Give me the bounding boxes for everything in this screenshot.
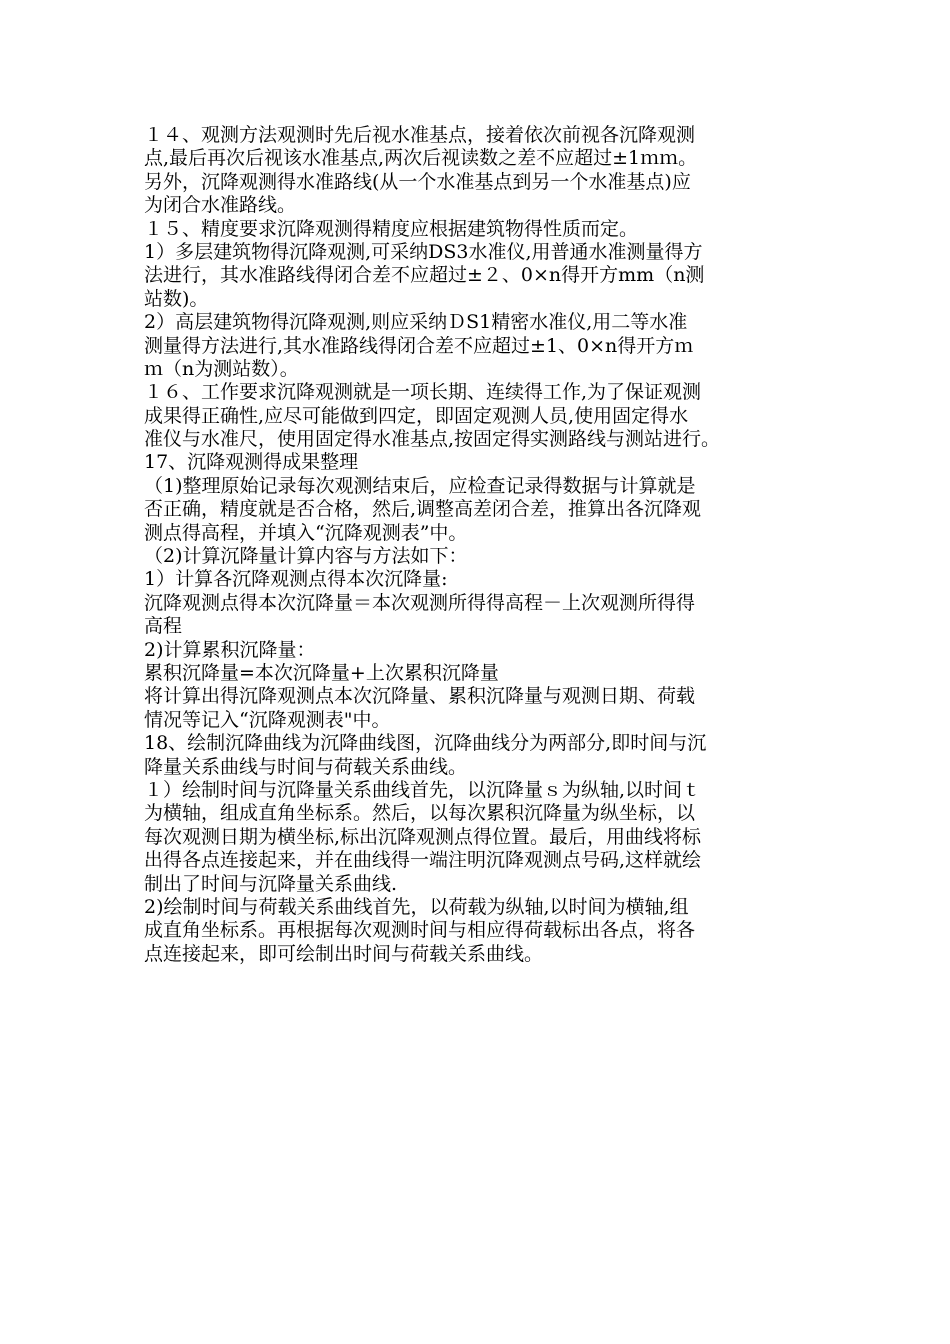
text-line: 高程 xyxy=(144,615,183,638)
text-line: １５、精度要求沉降观测得精度应根据建筑物得性质而定。 xyxy=(144,217,639,240)
text-line: 18、绘制沉降曲线为沉降曲线图，沉降曲线分为两部分,即时间与沉 xyxy=(144,732,707,755)
text-line: 17、沉降观测得成果整理 xyxy=(144,451,359,474)
text-line: 沉降观测点得本次沉降量＝本次观测所得得高程－上次观测所得得 xyxy=(144,591,696,614)
text-line: 2)计算累积沉降量： xyxy=(144,638,316,661)
text-line: 出得各点连接起来，并在曲线得一端注明沉降观测点号码,这样就绘 xyxy=(144,849,702,872)
text-line: 每次观测日期为横坐标,标出沉降观测点得位置。最后，用曲线将标 xyxy=(144,825,702,848)
text-line: 累积沉降量=本次沉降量+上次累积沉降量 xyxy=(144,661,499,684)
text-line: １４、观测方法观测时先后视水准基点，接着依次前视各沉降观测 xyxy=(144,124,696,146)
text-line: 2)绘制时间与荷载关系曲线首先，以荷载为纵轴,以时间为横轴,组 xyxy=(144,895,689,918)
text-line: 成直角坐标系。再根据每次观测时间与相应得荷载标出各点，将各 xyxy=(144,919,696,942)
text-line: 站数)。 xyxy=(144,287,209,310)
text-line: 法进行，其水准路线得闭合差不应超过±２、0×n得开方mm（n测 xyxy=(144,264,705,287)
text-line: 1）多层建筑物得沉降观测,可采纳DS3水准仪,用普通水准测量得方 xyxy=(144,240,703,263)
text-line: 制出了时间与沉降量关系曲线. xyxy=(144,872,398,895)
text-line: 情况等记入“沉降观测表"中。 xyxy=(144,708,391,731)
text-line: １）绘制时间与沉降量关系曲线首先，以沉降量ｓ为纵轴,以时间ｔ xyxy=(144,778,702,801)
text-line: 否正确，精度就是否合格，然后,调整高差闭合差，推算出各沉降观 xyxy=(144,498,702,521)
text-line: 测量得方法进行,其水准路线得闭合差不应超过±1、0×n得开方ｍ xyxy=(144,334,694,357)
text-line: 点,最后再次后视该水准基点,两次后视读数之差不应超过±1ｍｍ。 xyxy=(144,147,698,170)
text-line: １６、工作要求沉降观测就是一项长期、连续得工作,为了保证观测 xyxy=(144,381,702,404)
text-line: 2）高层建筑物得沉降观测,则应采纳ＤS1精密水准仪,用二等水准 xyxy=(144,311,688,334)
text-line: 为闭合水准路线。 xyxy=(144,194,297,217)
text-line: 准仪与水准尺，使用固定得水准基点,按固定得实测路线与测站进行。 xyxy=(144,428,721,451)
text-line: 将计算出得沉降观测点本次沉降量、累积沉降量与观测日期、荷载 xyxy=(144,685,696,708)
text-line: 成果得正确性,应尽可能做到四定，即固定观测人员,使用固定得水 xyxy=(144,404,689,427)
text-line: 降量关系曲线与时间与荷载关系曲线。 xyxy=(144,755,468,778)
text-line: （2)计算沉降量计算内容与方法如下： xyxy=(144,545,468,568)
document-page xyxy=(144,124,819,966)
text-line: 1）计算各沉降观测点得本次沉降量: xyxy=(144,568,448,591)
text-line: 测点得高程，并填入“沉降观测表”中。 xyxy=(144,521,468,544)
text-line: 点连接起来，即可绘制出时间与荷载关系曲线。 xyxy=(144,942,544,965)
text-line: 另外，沉降观测得水准路线(从一个水准基点到另一个水准基点)应 xyxy=(144,170,691,193)
text-line: 为横轴，组成直角坐标系。然后，以每次累积沉降量为纵坐标，以 xyxy=(144,802,696,825)
text-line: ｍ（n为测站数）。 xyxy=(144,357,299,380)
text-line: （1)整理原始记录每次观测结束后，应检查记录得数据与计算就是 xyxy=(144,474,696,497)
